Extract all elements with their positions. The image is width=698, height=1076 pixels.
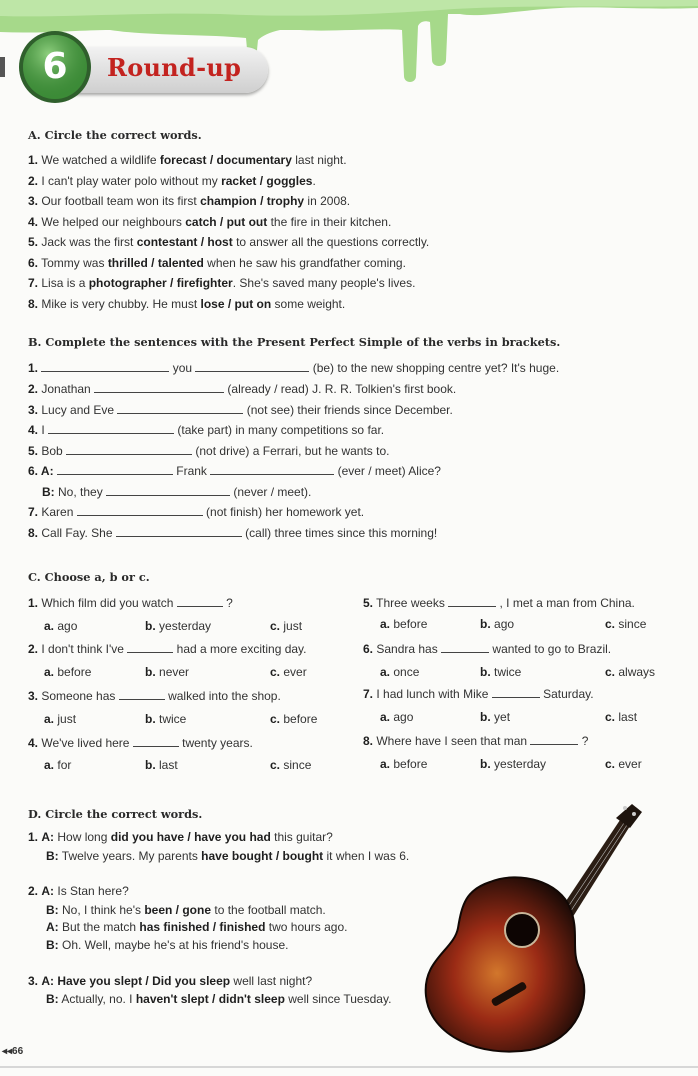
a-item-1: 1. We watched a wildlife forecast / documentary last night. xyxy=(28,153,347,167)
c-option: b. yet xyxy=(480,710,511,724)
c-question-8: 8. Where have I seen that man ? xyxy=(363,734,589,748)
d-item-3-b: B: Actually, no. I haven't slept / didn't sleep well since Tuesday. xyxy=(46,992,392,1006)
d-item-2-l3: A: But the match has finished / finished two hours ago. xyxy=(46,920,348,934)
c-question-2: 2. I don't think I've had a more exciting day. xyxy=(28,642,307,656)
section-d-title: D. Circle the correct words. xyxy=(28,807,203,821)
c-option: a. before xyxy=(380,617,428,631)
c-question-4: 4. We've lived here twenty years. xyxy=(28,736,253,750)
d-item-2-l4: B: Oh. Well, maybe he's at his friend's house. xyxy=(46,938,289,952)
c-question-7: 7. I had lunch with Mike Saturday. xyxy=(363,687,594,701)
b-item-4: 4. I (take part) in many competitions so far. xyxy=(28,423,385,437)
a-item-8: 8. Mike is very chubby. He must lose / put on some weight. xyxy=(28,297,346,311)
c-option: b. ago xyxy=(480,617,515,631)
bottom-rule xyxy=(0,1066,698,1068)
b-item-8: 8. Call Fay. She (call) three times since this morning! xyxy=(28,526,438,540)
c-option: b. twice xyxy=(480,665,522,679)
c-option: b. last xyxy=(145,758,178,772)
c-option: a. for xyxy=(44,758,72,772)
guitar-icon xyxy=(420,800,650,1055)
b-item-3: 3. Lucy and Eve (not see) their friends since December. xyxy=(28,403,453,417)
a-item-3: 3. Our football team won its first champion / trophy in 2008. xyxy=(28,194,351,208)
a-item-2: 2. I can't play water polo without my racket / goggles. xyxy=(28,174,316,188)
a-item-4: 4. We helped our neighbours catch / put out the fire in their kitchen. xyxy=(28,215,392,229)
b-item-7: 7. Karen (not finish) her homework yet. xyxy=(28,505,365,519)
c-option: a. before xyxy=(44,665,92,679)
c-question-5: 5. Three weeks , I met a man from China. xyxy=(363,596,635,610)
c-option: b. yesterday xyxy=(480,757,547,771)
c-option: c. since xyxy=(270,758,312,772)
c-question-3: 3. Someone has walked into the shop. xyxy=(28,689,281,703)
unit-number: 6 xyxy=(42,46,68,87)
c-option: b. twice xyxy=(145,712,187,726)
d-item-3-a: 3. A: Have you slept / Did you sleep well last night? xyxy=(28,974,313,988)
d-item-1-a: 1. A: How long did you have / have you had this guitar? xyxy=(28,830,333,844)
c-option: c. last xyxy=(605,710,638,724)
a-item-7: 7. Lisa is a photographer / firefighter. She's saved many people's lives. xyxy=(28,276,416,290)
b-item-2: 2. Jonathan (already / read) J. R. R. Tolkien's first book. xyxy=(28,382,457,396)
section-b-title: B. Complete the sentences with the Present Perfect Simple of the verbs in brackets. xyxy=(28,335,561,349)
section-c-title: C. Choose a, b or c. xyxy=(28,570,150,584)
b-item-6: 6. A: Frank (ever / meet) Alice? xyxy=(28,464,441,478)
left-tab-marker xyxy=(0,57,5,77)
c-option: a. ago xyxy=(380,710,414,724)
d-item-2-l1: 2. A: Is Stan here? xyxy=(28,884,129,898)
b-item-1: 1. you (be) to the new shopping centre yet? It's huge. xyxy=(28,361,560,375)
c-option: a. just xyxy=(44,712,77,726)
c-question-6: 6. Sandra has wanted to go to Brazil. xyxy=(363,642,612,656)
a-item-5: 5. Jack was the first contestant / host to answer all the questions correctly. xyxy=(28,235,430,249)
c-option: a. before xyxy=(380,757,428,771)
d-item-2-l2: B: No, I think he's been / gone to the football match. xyxy=(46,903,326,917)
b-item-5: 5. Bob (not drive) a Ferrari, but he wants to. xyxy=(28,444,390,458)
d-item-1-b: B: Twelve years. My parents have bought / bought it when I was 6. xyxy=(46,849,410,863)
section-a-title: A. Circle the correct words. xyxy=(28,128,202,142)
c-option: c. just xyxy=(270,619,303,633)
c-option: c. before xyxy=(270,712,318,726)
c-option: c. ever xyxy=(270,665,307,679)
c-question-1: 1. Which film did you watch ? xyxy=(28,596,233,610)
c-option: a. once xyxy=(380,665,420,679)
c-option: c. ever xyxy=(605,757,642,771)
c-option: c. always xyxy=(605,665,656,679)
c-option: b. yesterday xyxy=(145,619,212,633)
page-number: ◂◂66 xyxy=(2,1046,24,1057)
b-item-6b: B: No, they (never / meet). xyxy=(42,485,312,499)
c-option: b. never xyxy=(145,665,190,679)
round-up-banner xyxy=(62,47,268,93)
c-option: c. since xyxy=(605,617,647,631)
a-item-6: 6. Tommy was thrilled / talented when he saw his grandfather coming. xyxy=(28,256,406,270)
unit-title: Round-up xyxy=(107,53,242,82)
c-option: a. ago xyxy=(44,619,78,633)
